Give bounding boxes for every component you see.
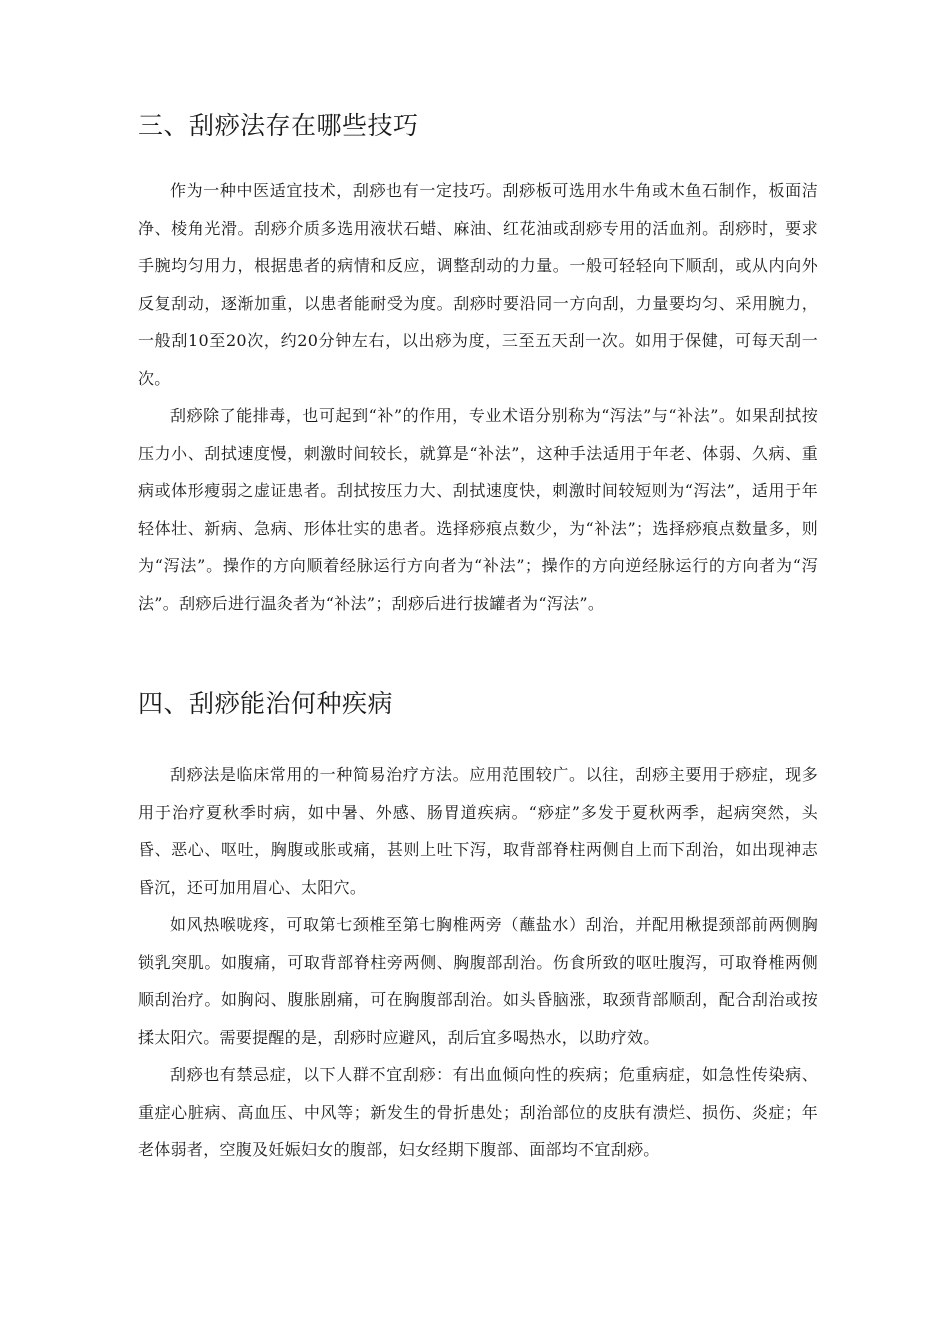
paragraph: 刮痧也有禁忌症，以下人群不宜刮痧：有出血倾向性的疾病；危重病症，如急性传染病、重症心脏病、高血压、中风等；新发生的骨折患处；刮治部位的皮肤有溃烂、损伤、炎症；年老体弱者，空腹及妊娠妇女的腹部，妇女经期下腹部、面部均不宜刮痧。 — [138, 1065, 818, 1159]
section-heading: 四、刮痧能治何种疾病 — [138, 689, 394, 718]
section-techniques — [138, 110, 818, 622]
paragraph: 刮痧除了能排毒，也可起到“补”的作用，专业术语分别称为“泻法”与“补法”。如果刮拭按压力小、刮拭速度慢，刺激时间较长，就算是“补法”，这种手法适用于年老、体弱、久病、重病或体形瘦弱之虚证患者。刮拭按压力大、刮拭速度快，刺激时间较短则为“泻法”，适用于年轻体壮、新病、急病、形体壮实的患者。选择痧痕点数少，为“补法”；选择痧痕点数量多，则为“泻法”。操作的方向顺着经脉运行方向者为“补法”；操作的方向逆经脉运行的方向者为“泻法”。刮痧后进行温灸者为“补法”；刮痧后进行拔罐者为“泻法”。 — [138, 406, 818, 613]
paragraph: 如风热喉咙疼，可取第七颈椎至第七胸椎两旁（蘸盐水）刮治，并配用楸提颈部前两侧胸锁乳突肌。如腹痛，可取背部脊柱旁两侧、胸腹部刮治。伤食所致的呕吐腹泻，可取脊椎两侧顺刮治疗。如胸闷、腹胀剧痛，可在胸腹部刮治。如头昏脑涨，取颈背部顺刮，配合刮治或按揉太阳穴。需要提醒的是，刮痧时应避风，刮后宜多喝热水，以助疗效。 — [138, 915, 818, 1047]
paragraph: 刮痧法是临床常用的一种简易治疗方法。应用范围较广。以往，刮痧主要用于痧症，现多用于治疗夏秋季时病，如中暑、外感、肠胃道疾病。“痧症”多发于夏秋两季，起病突然，头昏、恶心、呕吐，胸腹或胀或痛，甚则上吐下泻，取背部脊柱两侧自上而下刮治，如出现神志昏沉，还可加用眉心、太阳穴。 — [138, 765, 818, 897]
section-treatable-diseases — [138, 688, 818, 1169]
section-heading: 三、刮痧法存在哪些技巧 — [138, 111, 419, 140]
paragraph: 作为一种中医适宜技术，刮痧也有一定技巧。刮痧板可选用水牛角或木鱼石制作，板面洁净、棱角光滑。刮痧介质多选用液状石蜡、麻油、红花油或刮痧专用的活血剂。刮痧时，要求手腕均匀用力，根据患者的病情和反应，调整刮动的力量。一般可轻轻向下顺刮，或从内向外反复刮动，逐渐加重，以患者能耐受为度。刮痧时要沿同一方向刮，力量要均匀、采用腕力，一般刮10至20次，约20分钟左右，以出痧为度，三至五天刮一次。如用于保健，可每天刮一次。 — [138, 181, 818, 388]
